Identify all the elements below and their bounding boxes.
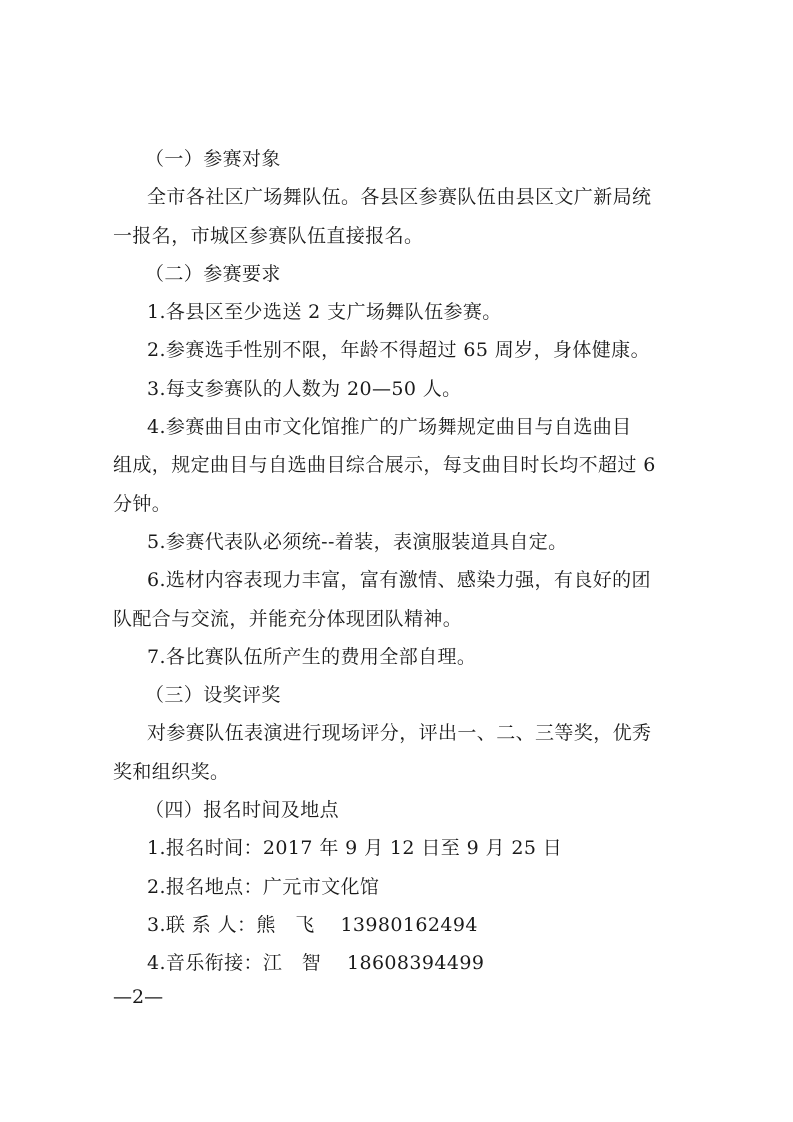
list-item: 3.每支参赛队的人数为 20—50 人。 [147, 377, 462, 400]
section-heading-participants: （一）参赛对象 [145, 148, 281, 170]
list-item: 4.音乐衔接：江 智 18608394499 [147, 952, 485, 975]
section-heading-awards: （三）设奖评奖 [145, 684, 281, 707]
list-item-continuation: 组成，规定曲目与自选曲目综合展示，每支曲目时长均不超过 6 [113, 454, 656, 477]
list-item: 1.报名时间：2017 年 9 月 12 日至 9 月 25 日 [147, 837, 563, 860]
list-item-continuation: 分钟。 [113, 492, 172, 515]
list-item: 5.参赛代表队必须统--着装，表演服装道具自定。 [147, 530, 568, 553]
page-number: —2— [113, 986, 164, 1008]
section-heading-registration: （四）报名时间及地点 [145, 799, 340, 822]
section-heading-requirements: （二）参赛要求 [145, 262, 281, 285]
document-body [113, 140, 693, 983]
list-item: 2.参赛选手性别不限，年龄不得超过 65 周岁，身体健康。 [147, 339, 650, 362]
paragraph-line: 一报名，市城区参赛队伍直接报名。 [113, 224, 424, 247]
list-item: 6.选材内容表现力丰富，富有激情、感染力强，有良好的团 [147, 569, 651, 592]
list-item: 4.参赛曲目由市文化馆推广的广场舞规定曲目与自选曲目 [147, 416, 632, 439]
list-item: 1.各县区至少选送 2 支广场舞队伍参赛。 [147, 301, 502, 324]
paragraph-line: 奖和组织奖。 [113, 760, 230, 783]
paragraph-line: 全市各社区广场舞队伍。各县区参赛队伍由县区文广新局统 [147, 186, 652, 209]
list-item: 7.各比赛队伍所产生的费用全部自理。 [147, 645, 477, 668]
list-item-continuation: 队配合与交流，并能充分体现团队精神。 [113, 607, 463, 630]
paragraph-line: 对参赛队伍表演进行现场评分，评出一、二、三等奖，优秀 [147, 722, 652, 745]
list-item: 3.联 系 人：熊 飞 13980162494 [147, 913, 478, 936]
list-item: 2.报名地点：广元市文化馆 [147, 875, 380, 898]
